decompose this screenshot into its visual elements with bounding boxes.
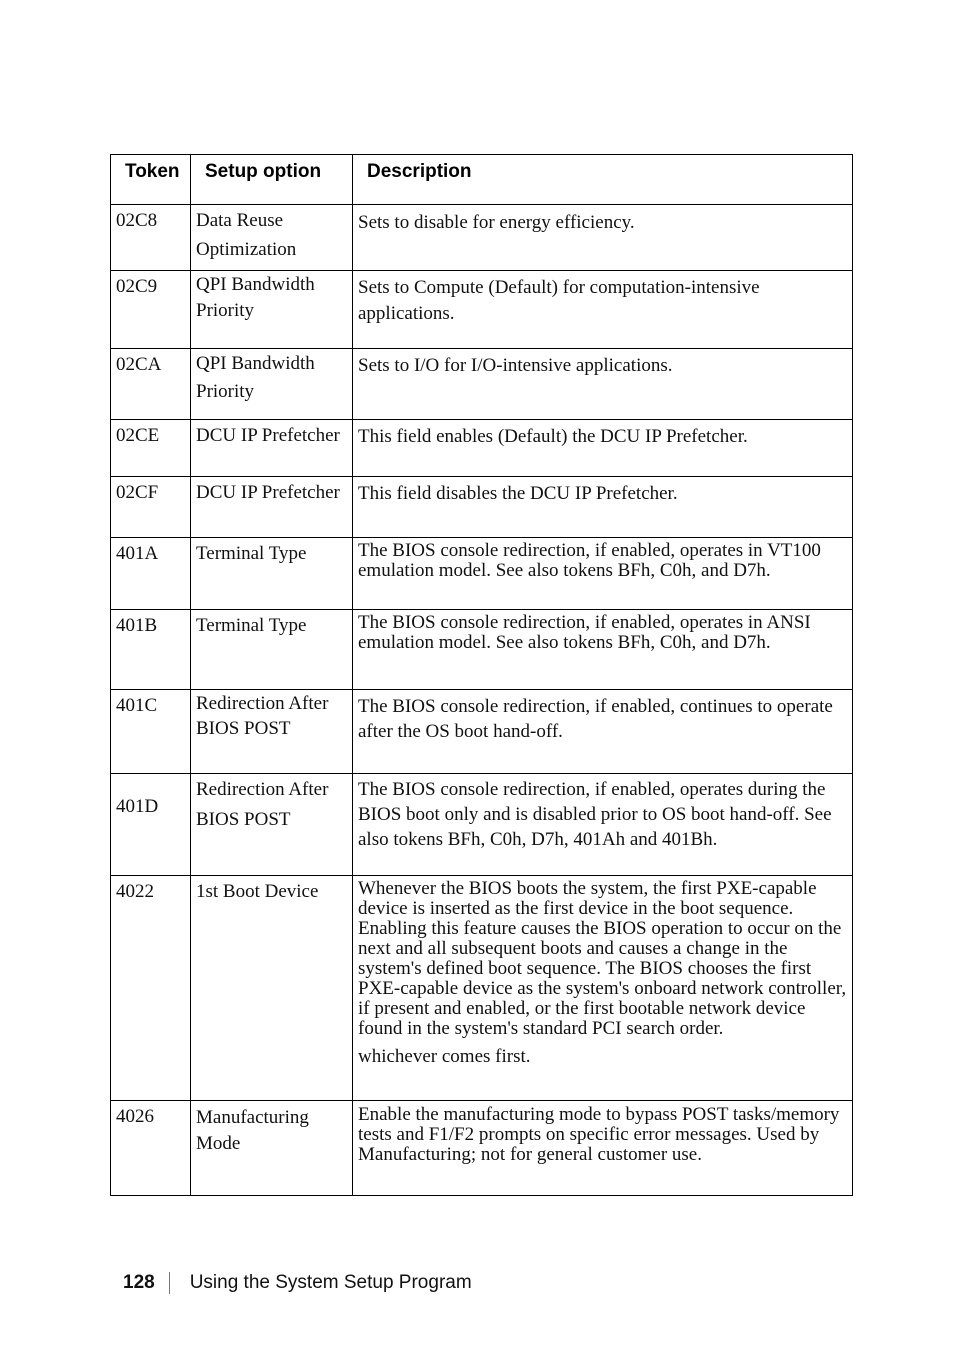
description-cell [353,876,853,1101]
setup-option-cell: Manufacturing Mode [191,1101,353,1196]
setup-option-cell: QPI Bandwidth Priority [191,271,353,349]
token-cell: 02CA [111,349,191,420]
table-row [111,205,853,271]
page-number: 128 [123,1272,155,1293]
token-cell: 02CE [111,420,191,477]
description-cell: Sets to Compute (Default) for computation-intensive applications. [353,271,853,349]
description-cell: The BIOS console redirection, if enabled, continues to operate after the OS boot hand-off. [353,690,853,774]
token-cell: 401A [111,538,191,610]
description-paragraph: Whenever the BIOS boots the system, the first PXE-capable device is inserted as the first device in the boot sequence. Enabling this feature causes the BIOS operation to occur on the next and all subsequent boots and causes a change in the system's defined boot sequence. The BIOS chooses the first PXE-capable device as the system's onboard network controller, if present and enabled, or the first bootable network device found in the system's standard PCI search order. [358,878,847,1039]
description-cell: The BIOS console redirection, if enabled, operates during the BIOS boot only and is disabled prior to OS boot hand-off. See also tokens BFh, C0h, D7h, 401Ah and 401Bh. [353,774,853,876]
header-description: Description [353,155,853,205]
description-cell: The BIOS console redirection, if enabled, operates in VT100 emulation model. See also tokens BFh, C0h, and D7h. [353,538,853,610]
bios-token-table [110,154,853,1196]
setup-option-cell: 1st Boot Device [191,876,353,1101]
token-cell: 401B [111,610,191,690]
description-cell: This field disables the DCU IP Prefetcher. [353,477,853,538]
setup-option-cell: QPI Bandwidth Priority [191,349,353,420]
table-row [111,610,853,690]
table-row [111,349,853,420]
token-cell: 401C [111,690,191,774]
table-row [111,876,853,1101]
setup-option-cell: Data Reuse Optimization [191,205,353,271]
description-cell: The BIOS console redirection, if enabled, operates in ANSI emulation model. See also tokens BFh, C0h, and D7h. [353,610,853,690]
description-paragraph: whichever comes first. [358,1046,531,1067]
table-header-row [111,155,853,205]
footer-divider [169,1272,170,1294]
page-footer [123,1272,472,1294]
setup-option-cell: Terminal Type [191,610,353,690]
setup-option-cell: Terminal Type [191,538,353,610]
description-cell: Enable the manufacturing mode to bypass POST tasks/memory tests and F1/F2 prompts on specific error messages. Used by Manufacturing; not for general customer use. [353,1101,853,1196]
setup-option-cell: DCU IP Prefetcher [191,420,353,477]
table-row [111,774,853,876]
setup-option-cell: Redirection After BIOS POST [191,774,353,876]
table-row [111,1101,853,1196]
setup-option-cell: Redirection After BIOS POST [191,690,353,774]
table-row [111,477,853,538]
table-row [111,690,853,774]
header-setup-option: Setup option [191,155,353,205]
header-token: Token [111,155,191,205]
token-cell: 4022 [111,876,191,1101]
table-row [111,538,853,610]
description-cell: This field enables (Default) the DCU IP Prefetcher. [353,420,853,477]
token-cell: 4026 [111,1101,191,1196]
setup-option-cell: DCU IP Prefetcher [191,477,353,538]
description-cell: Sets to I/O for I/O-intensive applications. [353,349,853,420]
table-row [111,420,853,477]
token-cell: 02C8 [111,205,191,271]
token-cell: 401D [111,774,191,876]
token-cell: 02C9 [111,271,191,349]
description-cell: Sets to disable for energy efficiency. [353,205,853,271]
token-cell: 02CF [111,477,191,538]
section-title: Using the System Setup Program [189,1272,472,1293]
table-row [111,271,853,349]
